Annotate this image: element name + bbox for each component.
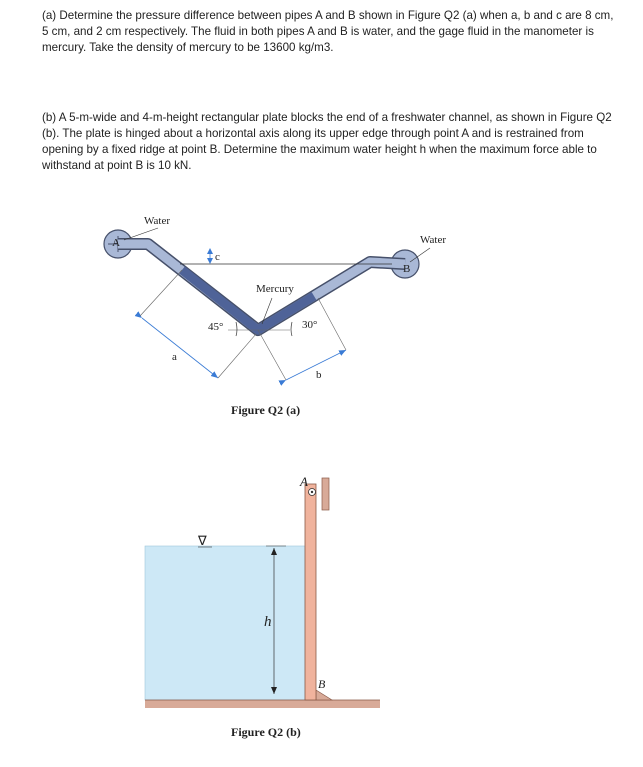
channel-floor <box>145 700 380 708</box>
water-body <box>145 546 305 700</box>
angle-30-label: 30° <box>302 319 318 331</box>
point-b-label-b: B <box>318 677 326 691</box>
dim-a-label: a <box>172 351 177 363</box>
figure-b <box>145 474 380 739</box>
surface-symbol: ∇ <box>198 533 207 548</box>
mercury-label: Mercury <box>256 283 294 295</box>
point-a-label: A <box>112 237 120 249</box>
water-label-right: Water <box>420 234 446 246</box>
plate <box>305 484 316 700</box>
question-part-a: (a) Determine the pressure difference between pipes A and B shown in Figure Q2 (a) when a, b and c are 8 cm, 5 cm, and 2 cm respectively. The fluid in both pipes A and B is water, and the gage fluid in the manometer is mercury. Take the density of mercury to be 13600 kg/m3. <box>42 9 614 54</box>
angle-45-label: 45° <box>208 321 224 333</box>
water-label-left: Water <box>144 215 170 227</box>
dim-b-label: b <box>316 369 322 381</box>
figure-a <box>104 215 446 417</box>
question-part-b: (b) A 5-m-wide and 4-m-height rectangular plate blocks the end of a freshwater channel, as shown in Figure Q2 (b). The plate is hinged about a horizontal axis along its upper edge through point A and is restrained from opening by a fixed ridge at point B. Determine the maximum water height h when the maximum force able to withstand at point B is 10 kN. <box>42 111 612 172</box>
figure-a-caption: Figure Q2 (a) <box>231 403 301 417</box>
ridge-b <box>316 690 332 700</box>
point-b-label: B <box>403 263 411 275</box>
dim-c-label: c <box>215 251 220 263</box>
point-a-label-b: A <box>300 474 308 489</box>
figure-b-caption: Figure Q2 (b) <box>231 725 301 739</box>
height-label: h <box>264 614 272 630</box>
hinge-support <box>322 478 329 510</box>
